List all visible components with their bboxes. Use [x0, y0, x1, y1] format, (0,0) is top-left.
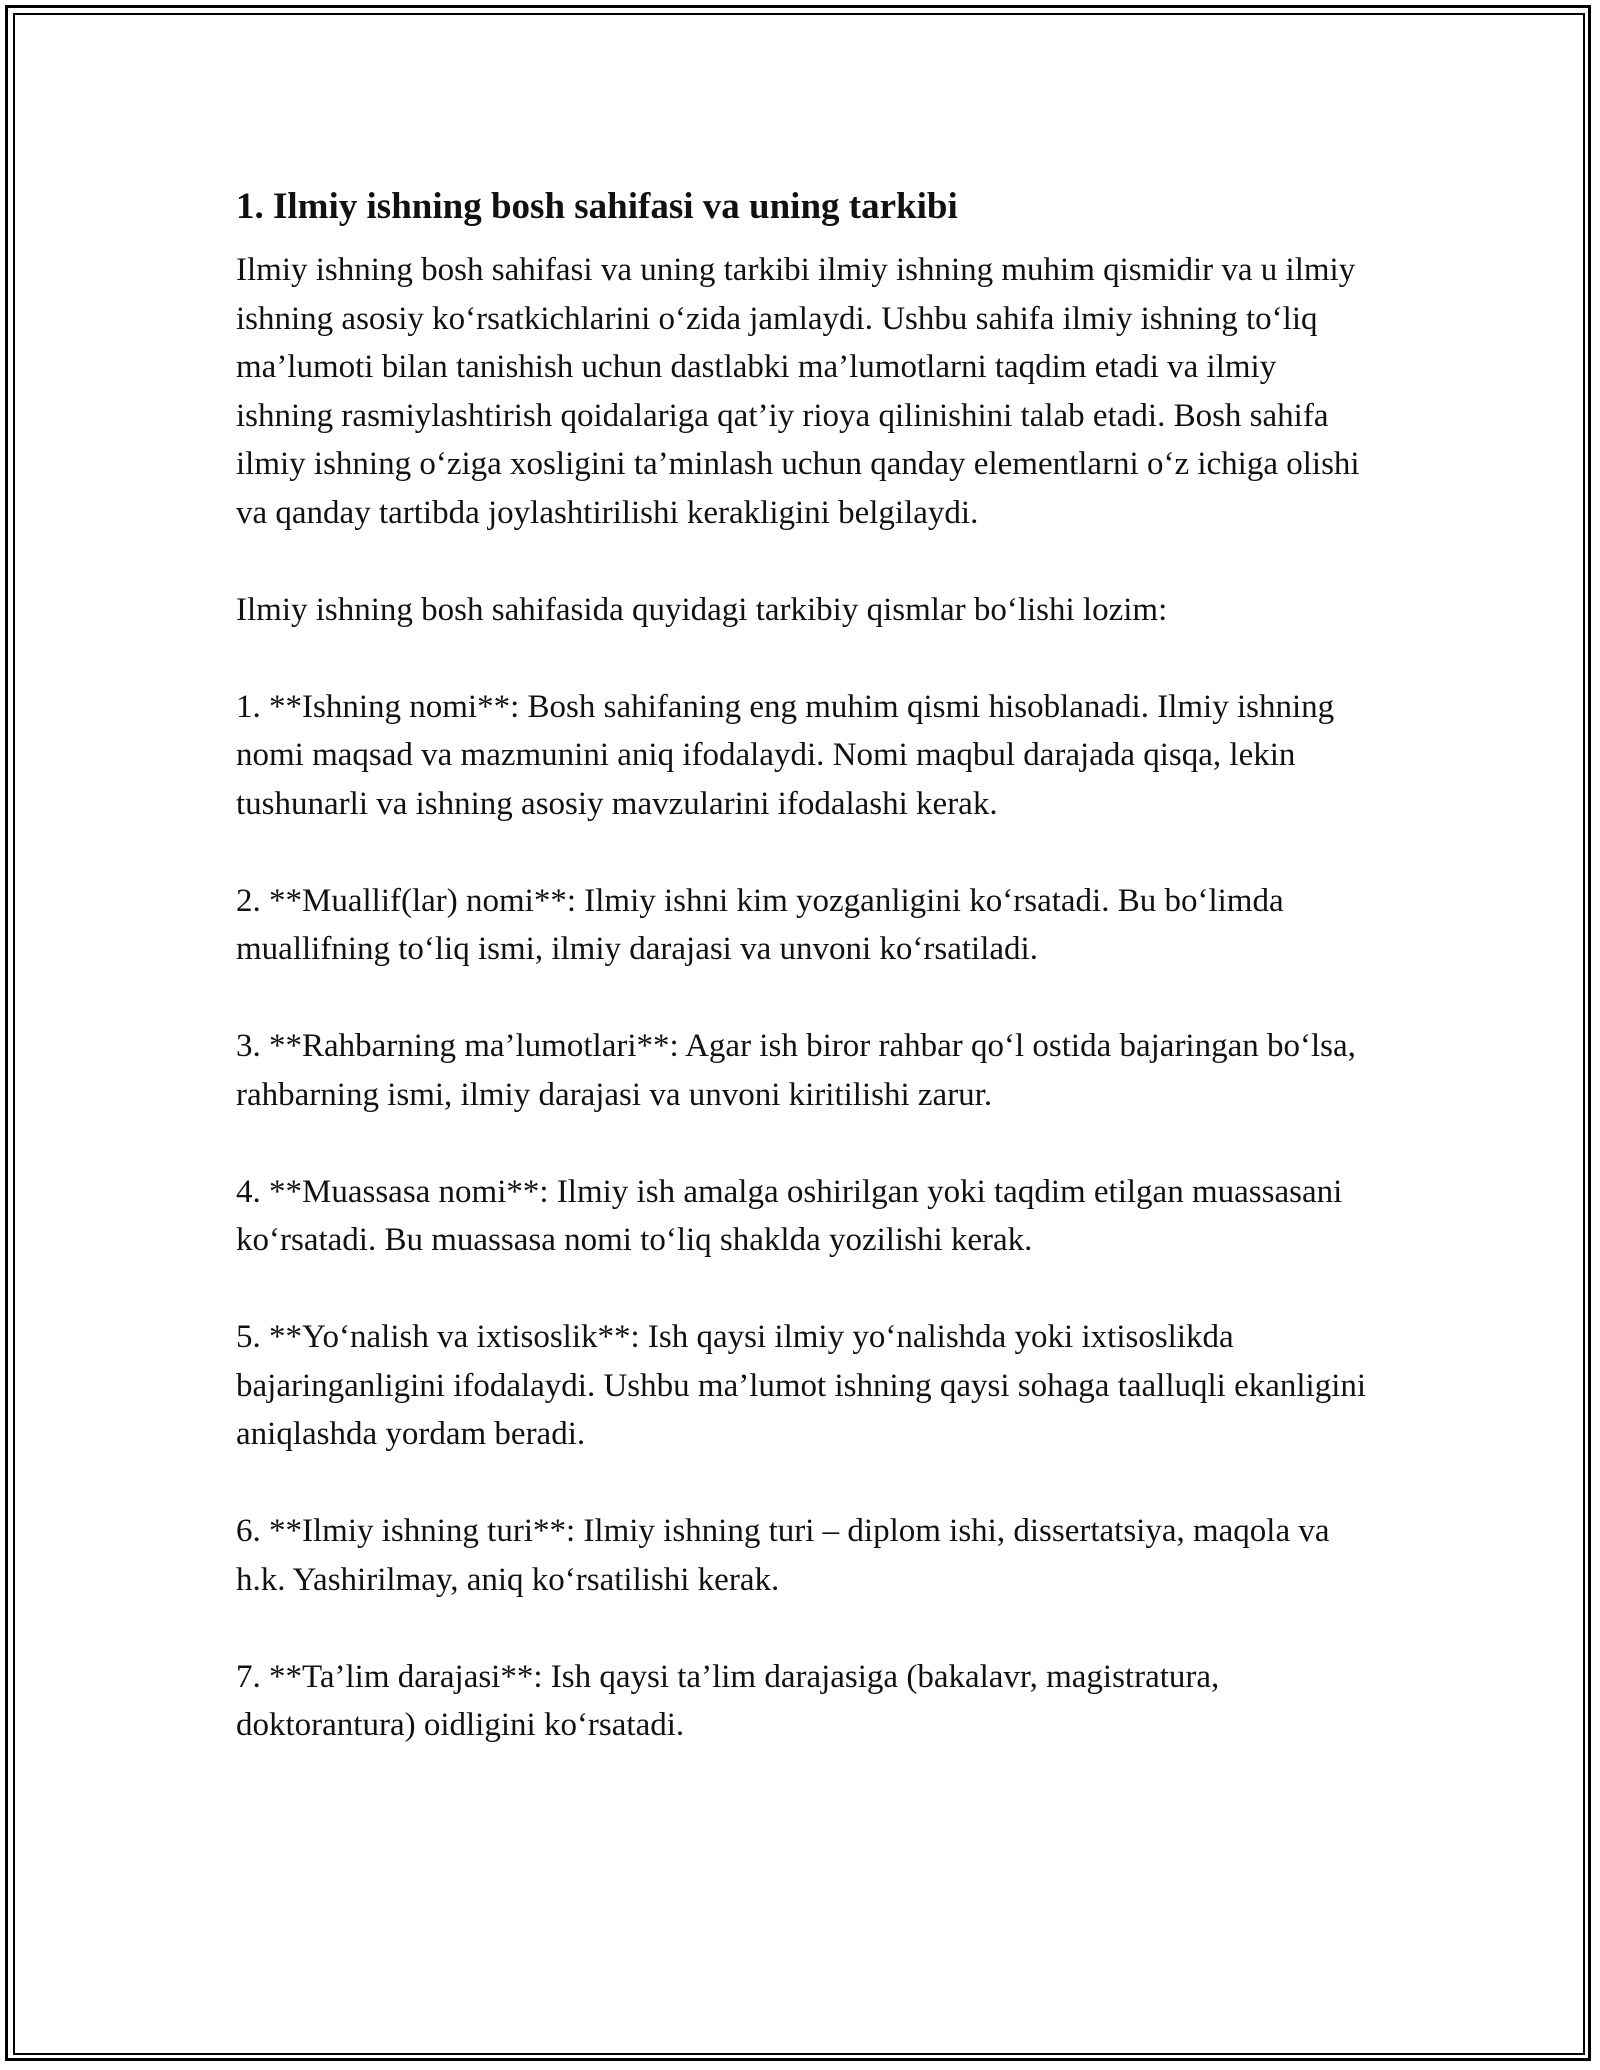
list-item-education-level: 7. **Ta’lim darajasi**: Ish qaysi ta’lim darajasiga (bakalavr, magistratura, doktorantura) oidligini ko‘rsatadi.	[236, 1658, 1220, 1743]
intro-paragraph: Ilmiy ishning bosh sahifasi va uning tarkibi ilmiy ishning muhim qismidir va u ilmiy ishning asosiy ko‘rsatkichlarini o‘zida jamlaydi. Ushbu sahifa ilmiy ishning to‘liq ma’lumoti bilan tanishish uchun dastlabki ma’lumotlarni taqdim etadi va ilmiy ishning rasmiylashtirish qoidalariga qat’iy rioya qilinishini talab etadi. Bosh sahifa ilmiy ishning o‘ziga xosligini ta’minlash uchun qanday elementlarni o‘z ichiga olishi va qanday tartibda joylashtirilishi kerakligini belgilaydi.	[236, 252, 1360, 531]
list-item-supervisor: 3. **Rahbarning ma’lumotlari**: Agar ish biror rahbar qo‘l ostida bajaringan bo‘lsa, rahbarning ismi, ilmiy darajasi va unvoni kiritilishi zarur.	[236, 1028, 1356, 1113]
list-intro-paragraph: Ilmiy ishning bosh sahifasida quyidagi tarkibiy qismlar bo‘lishi lozim:	[236, 591, 1168, 628]
list-item-work-title: 1. **Ishning nomi**: Bosh sahifaning eng muhim qismi hisoblanadi. Ilmiy ishning nomi maqsad va mazmunini aniq ifodalaydi. Nomi maqbul darajada qisqa, lekin tushunarli va ishning asosiy mavzularini ifodalashi kerak.	[236, 688, 1335, 822]
list-item-work-type: 6. **Ilmiy ishning turi**: Ilmiy ishning turi – diplom ishi, dissertatsiya, maqola va h.k. Yashirilmay, aniq ko‘rsatilishi kerak.	[236, 1513, 1330, 1598]
section-heading: 1. Ilmiy ishning bosh sahifasi va uning tarkibi	[236, 186, 958, 227]
document-body	[236, 182, 1376, 1750]
list-item-specialty: 5. **Yo‘nalish va ixtisoslik**: Ish qaysi ilmiy yo‘nalishda yoki ixtisoslikda bajaringanligini ifodalaydi. Ushbu ma’lumot ishning qaysi sohaga taalluqli ekanligini aniqlashda yordam beradi.	[236, 1319, 1367, 1452]
list-item-institution: 4. **Muassasa nomi**: Ilmiy ish amalga oshirilgan yoki taqdim etilgan muassasani ko‘rsatadi. Bu muassasa nomi to‘liq shaklda yozilishi kerak.	[236, 1173, 1343, 1258]
list-item-authors: 2. **Muallif(lar) nomi**: Ilmiy ishni kim yozganligini ko‘rsatadi. Bu bo‘limda muallifning to‘liq ismi, ilmiy darajasi va unvoni ko‘rsatiladi.	[236, 882, 1284, 967]
